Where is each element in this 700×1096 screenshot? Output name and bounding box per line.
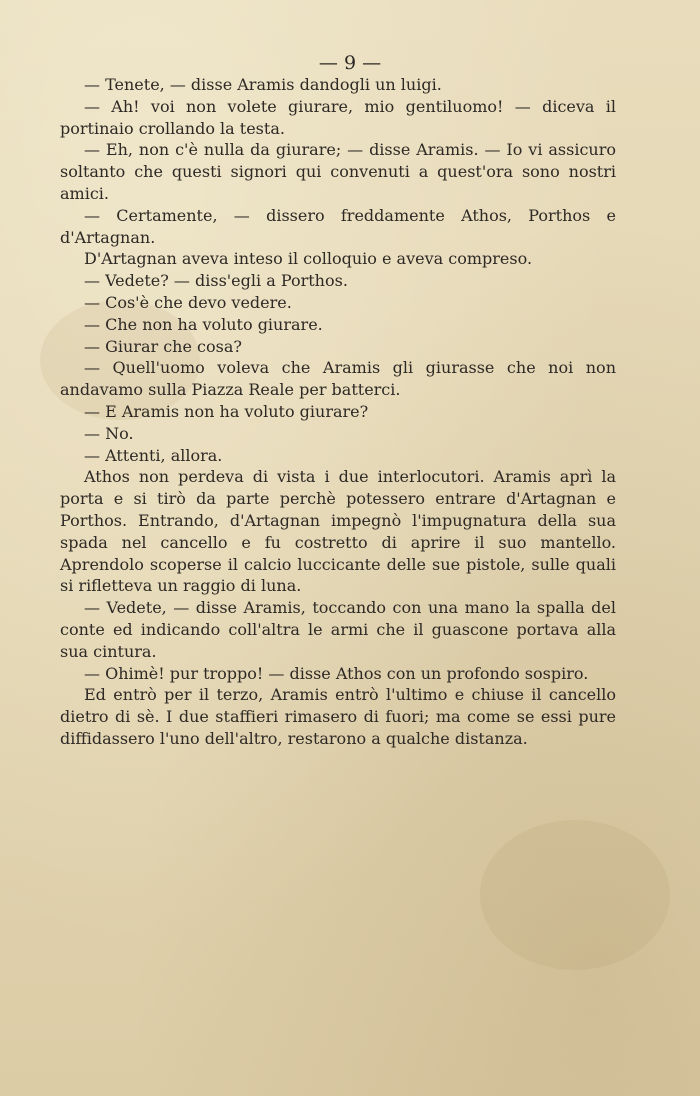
paragraph: — Attenti, allora. bbox=[84, 445, 223, 465]
paper-stain bbox=[480, 820, 670, 970]
paragraph: — Quell'uomo voleva che Aramis gli giurasse che noi non andavamo sulla Piazza Reale per batterci. bbox=[60, 358, 616, 400]
paragraph: — Cos'è che devo vedere. bbox=[84, 292, 292, 312]
paragraph: — Eh, non c'è nulla da giurare; — disse Aramis. — Io vi assicuro soltanto che questi signori qui convenuti a quest'ora sono nostri amici. bbox=[60, 140, 616, 203]
paragraph: Athos non perdeva di vista i due interlocutori. Aramis aprì la porta e si tirò da parte perchè potessero entrare d'Artagnan e Porthos. Entrando, d'Artagnan impegnò l'impugnatura della sua spada nel cancello e fu costretto di aprire il suo mantello. Aprendolo scoperse il calcio luccicante delle sue pistole, sulle quali si rifletteva un raggio di luna. bbox=[60, 467, 616, 596]
body-text bbox=[60, 74, 616, 750]
paragraph: Ed entrò per il terzo, Aramis entrò l'ultimo e chiuse il cancello dietro di sè. I due staffieri rimasero di fuori; ma come se essi pure diffidassero l'uno dell'altro, restarono a qualche distanza. bbox=[60, 685, 616, 748]
paragraph: — Che non ha voluto giurare. bbox=[84, 314, 323, 334]
paragraph: — Giurar che cosa? bbox=[84, 336, 242, 356]
paragraph: — Vedete, — disse Aramis, toccando con una mano la spalla del conte ed indicando coll'altra le armi che il guascone portava alla sua cintura. bbox=[60, 598, 616, 661]
paragraph: — Tenete, — disse Aramis dandogli un luigi. bbox=[84, 75, 442, 94]
paragraph: D'Artagnan aveva inteso il colloquio e aveva compreso. bbox=[84, 249, 533, 269]
paragraph: — Ah! voi non volete giurare, mio gentiluomo! — diceva il portinaio crollando la testa. bbox=[60, 96, 616, 138]
paragraph: — No. bbox=[84, 423, 134, 443]
paragraph: — Certamente, — dissero freddamente Athos, Porthos e d'Artagnan. bbox=[60, 205, 616, 247]
paragraph: — E Aramis non ha voluto giurare? bbox=[84, 401, 369, 421]
paragraph: — Vedete? — diss'egli a Porthos. bbox=[84, 271, 348, 291]
page-number: — 9 — bbox=[318, 52, 382, 74]
paragraph: — Ohimè! pur troppo! — disse Athos con un profondo sospiro. bbox=[84, 663, 589, 683]
